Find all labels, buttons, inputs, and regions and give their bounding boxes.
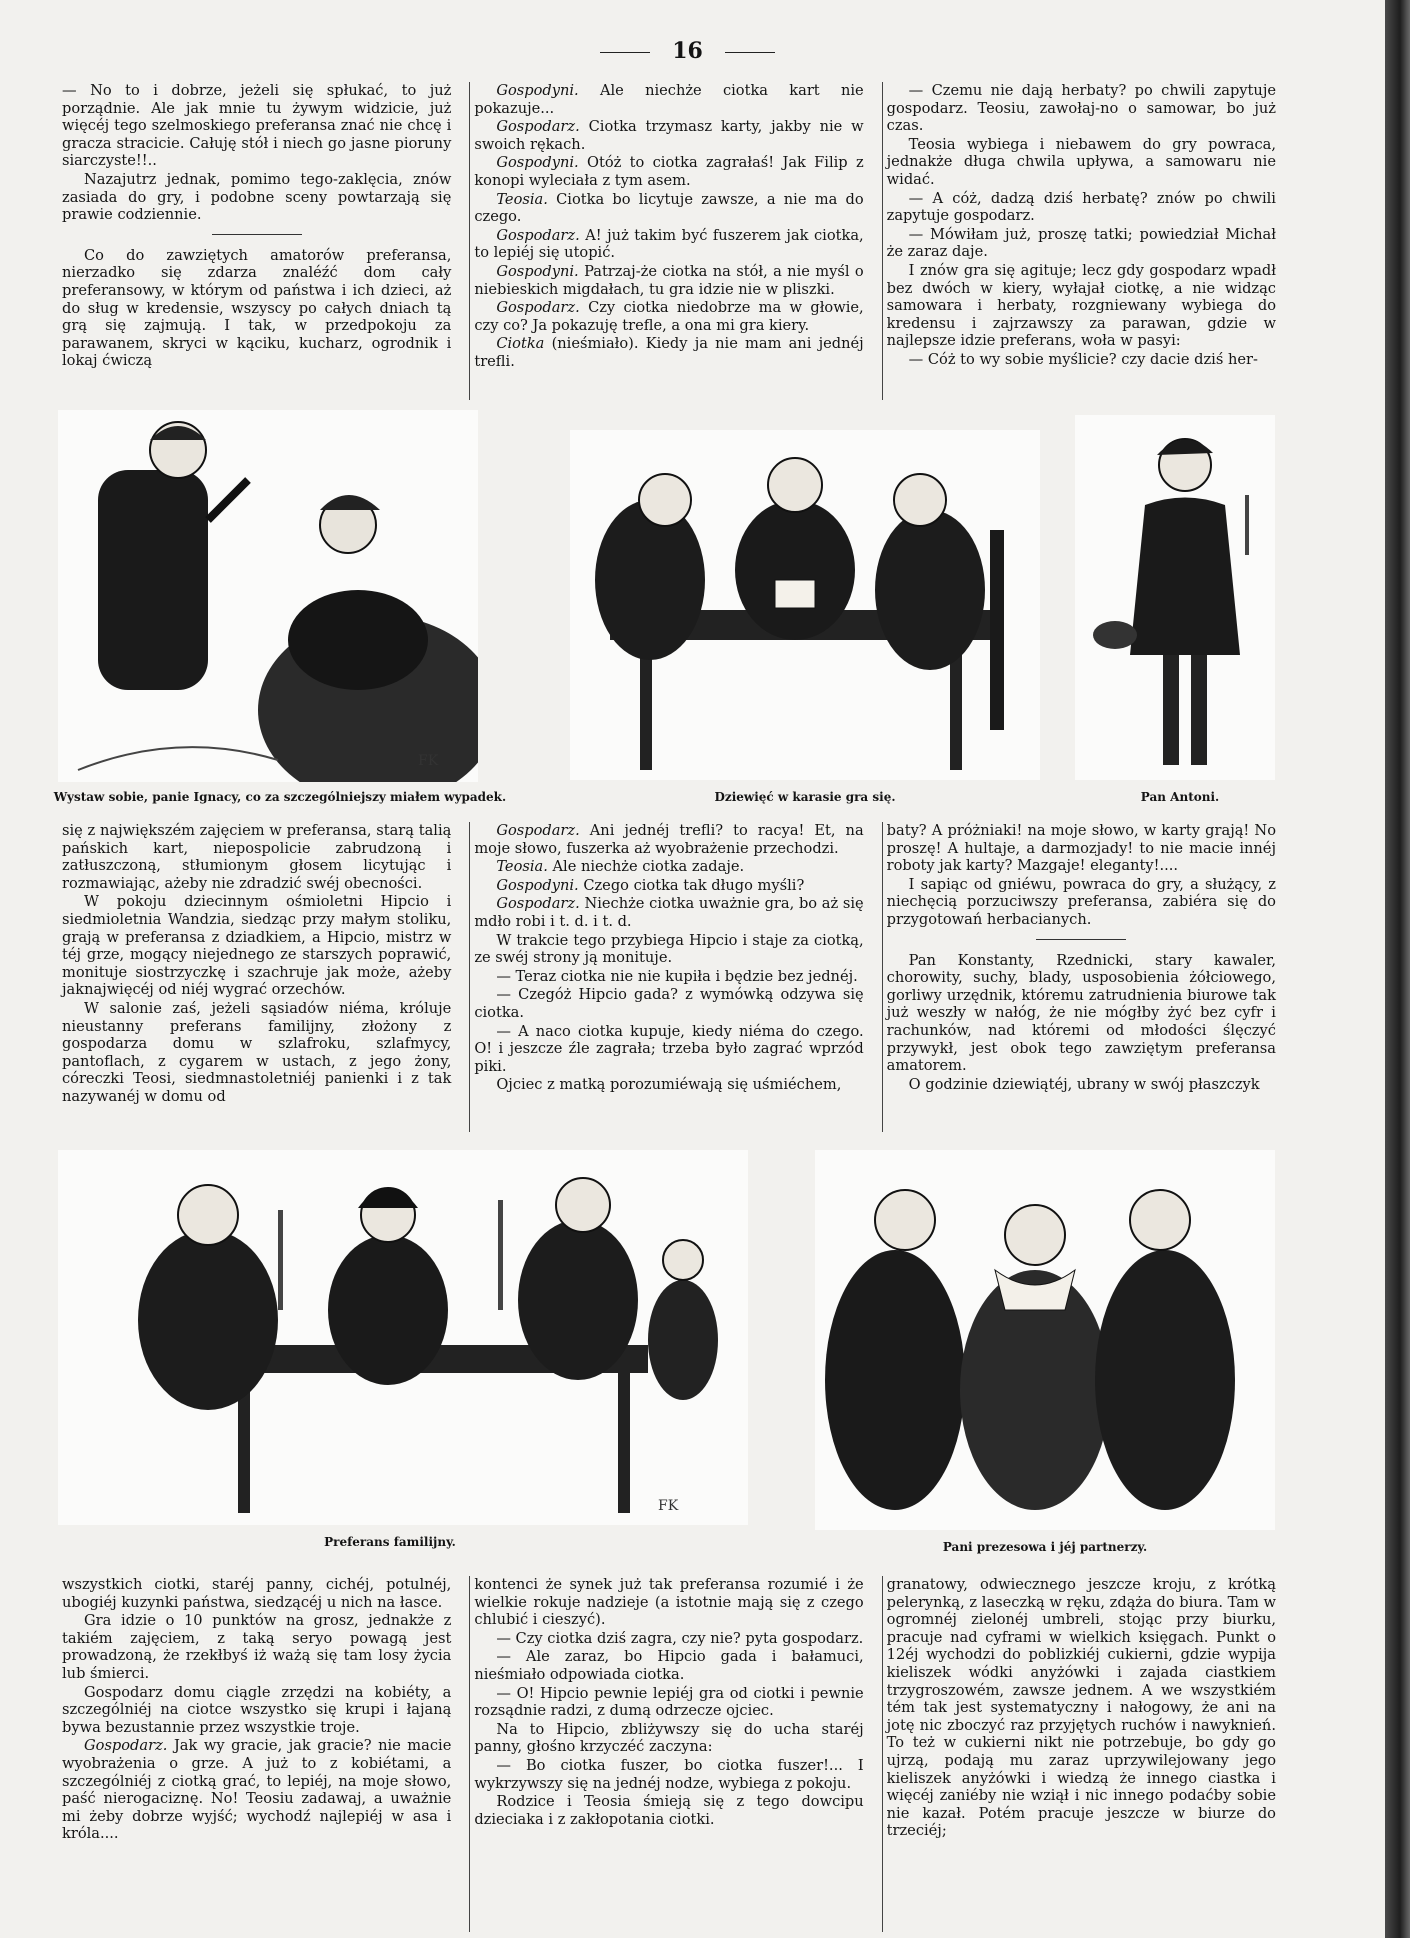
section-divider (1036, 939, 1126, 940)
top-column-3 (882, 82, 1280, 400)
line-text: Ale niechże ciotka zadaje. (552, 858, 745, 876)
paragraph: — No to i dobrze, jeżeli się spłukać, to już porządnie. Ale jak mnie tu żywym widzicie, już więcéj tego szelmoskiego preferansa znać nie chcę i gracza stracicie. Całuję stół i niech go jasne pioruny siarczyste!!.. (62, 82, 452, 170)
paragraph: kontenci że synek już tak preferansa rozumié i że wielkie rokuje nadzieje (a istotnie mają się z czego chlubić i cieszyć). (474, 1576, 864, 1629)
book-binding-edge (1385, 0, 1410, 1938)
dialogue-line (474, 335, 863, 370)
dialogue-line (474, 191, 863, 226)
dialogue-line (62, 1737, 451, 1843)
speaker: Gospodarz. (496, 226, 580, 244)
paragraph: Pan Konstanty, Rzednicki, stary kawaler, chorowity, suchy, blady, usposobienia żółciowego, gorliwy urzędnik, któremu zatrudnienia biurowe tak już weszły w nałóg, że nie mógłby żyć bez cyfr i rachunków, nad któremi od młodości ślęczyć przywykł, jest obok tego zawziętym preferansa amatorem. (886, 951, 1276, 1075)
top-column-1 (58, 82, 455, 400)
caption: Pani prezesowa i jéj partnerzy. (942, 1540, 1148, 1554)
paragraph: Na to Hipcio, zbliżywszy się do ucha staréj panny, głośno krzyczéć zaczyna: (474, 1720, 864, 1756)
engraving-two-men (58, 410, 478, 782)
engraving-pan-antoni (1075, 415, 1275, 780)
dialogue-line (474, 263, 863, 298)
dialogue-line (474, 877, 863, 895)
paragraph: granatowy, odwiecznego jeszcze kroju, z krótką pelerynką, z laseczką w ręku, zdąża do biura. Tam w ogromnéj zielonéj umbreli, stojąc przy biurku, pracuje nad cyframi w wielkich księgach. Punkt o 12éj wychodzi do poblizkiéj cukierni, gdzie wypija kieliszek wódki anyżówki i zajada ciastkiem trzygroszowém, zawsze jednem. A we wszystkiém tém tak jest systematyczny i nałogowy, że ani na jotę nic zboczyć raz przyjętych ruchów i nawyknień. To też w cukierni nikt nie potrzebuje, bo gdy go ujrzą, podają mu zaraz uprzywilejowany jego kieliszek anyżówki i wiedzą że innego ciastka i więcéj zaniéby nie wziął i nic innego podaćby sobie nie kazał. Potém pracuje jeszcze w biurze do trzeciéj; (886, 1576, 1276, 1840)
paragraph: W salonie zaś, jeżeli sąsiadów niéma, króluje nieustanny preferans familijny, złożony z gospodarza domu w szlafroku, szlafmycy, pantoflach, z cygarem w ustach, z jego żony, córeczki Teosi, siedmnastoletniéj panienki i z tak nazywanéj w domu od (62, 999, 452, 1105)
line-text: Niechże ciotka uważnie gra, bo aż się mdło robi i t. d. i t. d. (474, 895, 864, 930)
engraving-three-figures (815, 1150, 1275, 1530)
paragraph: Co do zawziętych amatorów preferansa, nierzadko się zdarza znaléźć dom cały preferansowy, w którym od państwa i ich dzieci, aż do sług w kredensie, wszyscy po całych dniach tą grą się zajmują. I tak, w przedpokoju za parawanem, skryci w kąciku, kucharz, ogrodnik i lokaj ćwiczą (62, 246, 452, 370)
section-divider (212, 234, 302, 235)
paragraph: Nazajutrz jednak, pomimo tego-zaklęcia, znów zasiada do gry, i podobne sceny powtarzają się prawie codziennie. (62, 170, 452, 224)
speaker: Gospodyni. (496, 876, 579, 894)
paragraph: — A naco ciotka kupuje, kiedy niéma do czego. O! i jeszcze źle zagrała; trzeba było zagrać wprzód piki. (474, 1022, 864, 1075)
artist-signature: FK (418, 753, 439, 769)
paragraph: — A cóż, dadzą dziś herbatę? znów po chwili zapytuje gospodarz. (886, 189, 1276, 225)
paragraph: W pokoju dziecinnym ośmioletni Hipcio i siedmioletnia Wandzia, siedząc przy małym stoliku, grają w preferansa z dziadkiem, a Hipcio, mistrz w téj grze, mogący niejednego ze starszych poprawić, monituje siostrzyczkę i szachruje jak może, ażeby jaknajwięcéj od niéj wygrać orzechów. (62, 893, 452, 999)
middle-column-2 (469, 822, 867, 1132)
line-text: Ani jednéj trefli? to racya! Et, na moje słowo, fuszerka aż wyobrażenie przechodzi. (474, 822, 864, 857)
middle-text-band (58, 822, 1280, 1132)
paragraph: — Czemu nie dają herbaty? po chwili zapytuje gospodarz. Teosiu, zawołaj-no o samowar, bo już czas. (886, 82, 1276, 135)
paragraph: Teosia wybiega i niebawem do gry powraca, jednakże długa chwila upływa, a samowaru nie widać. (886, 135, 1276, 188)
paragraph: się z największém zajęciem w preferansa, starą talią pańskich kart, niepospolicie zabrudzoną i zatłuszczoną, stłumionym głosem licytując i rozmawiając, ażeby nie zdradzić swéj obecności. (62, 822, 452, 892)
dialogue-line (474, 858, 863, 876)
line-text: Otóż to ciotka zagrałaś! Jak Filip z konopi wyleciała z tym asem. (474, 154, 864, 189)
speaker: Gospodarz. (496, 299, 580, 317)
speaker: Teosia. (496, 858, 548, 876)
line-text: Ciotka bo licytuje zawsze, a nie ma do czego. (474, 190, 864, 226)
illustration-pan-antoni (1075, 415, 1275, 780)
paragraph: — Czegóż Hipcio gada? z wymówką odzywa się ciotka. (474, 986, 864, 1021)
dialogue-line (474, 227, 863, 262)
paragraph: W trakcie tego przybiega Hipcio i staje za ciotką, ze swéj strony ją monituje. (474, 931, 864, 967)
middle-column-1 (58, 822, 455, 1132)
line-text: Czy ciotka niedobrze ma w głowie, czy co? Ja pokazuję trefle, a ona mi gra kiery. (474, 299, 864, 334)
paragraph: — Teraz ciotka nie nie kupiła i będzie bez jednéj. (496, 967, 858, 985)
bottom-text-band (58, 1576, 1280, 1932)
speaker: Gospodyni. (496, 154, 579, 172)
paragraph: — Cóż to wy sobie myślicie? czy dacie dziś her- (908, 350, 1258, 368)
line-text: Ale niechże ciotka kart nie pokazuje... (474, 82, 864, 117)
line-text: A! już takim być fuszerem jak ciotka, to lepiéj się utopić. (474, 226, 864, 262)
speaker: Gospodarz. (496, 822, 580, 839)
speaker: Gospodarz. (496, 895, 580, 913)
dialogue-line (474, 118, 863, 153)
speaker: Ciotka (496, 335, 545, 353)
line-text: Ciotka trzymasz karty, jakby nie w swoich rękach. (474, 118, 864, 153)
paragraph: I sapiąc od gniéwu, powraca do gry, a służący, z niechęcią porzuciwszy preferansa, zabiéra się do przygotowań herbacianych. (886, 875, 1276, 928)
artist-signature: FK (658, 1498, 679, 1514)
bottom-column-3 (882, 1576, 1280, 1932)
paragraph: — Ale zaraz, bo Hipcio gada i bałamuci, nieśmiało odpowiada ciotka. (474, 1648, 864, 1683)
engraving-three-players (570, 430, 1040, 780)
dialogue-line (474, 154, 863, 189)
illustration-family-preferans (58, 1150, 748, 1525)
engraving-family-at-table (58, 1150, 748, 1525)
top-text-band (58, 82, 1280, 400)
paragraph: wszystkich ciotki, staréj panny, cichéj, potulnéj, ubogiéj kuzynki państwa, siedzącéj u nich na łasce. (62, 1576, 452, 1611)
illustration-card-game (570, 430, 1040, 780)
line-text: Patrzaj-że ciotka na stół, a nie myśl o niebieskich migdałach, tu gra idzie nie w pliszki. (474, 262, 864, 298)
line-text: Czego ciotka tak długo myśli? (583, 876, 805, 894)
bottom-column-2 (469, 1576, 867, 1932)
paragraph: — O! Hipcio pewnie lepiéj gra od ciotki i pewnie rozsądnie radzi, z dumą odrzecze ojciec. (474, 1684, 864, 1720)
dialogue-line (474, 82, 863, 117)
speaker: Gospodyni. (496, 262, 579, 280)
paragraph: O godzinie dziewiątéj, ubrany w swój płaszczyk (908, 1075, 1260, 1093)
line-text: Jak wy gracie, jak gracie? nie macie wyobrażenia o grze. A już to z kobiétami, a szczególniéj z ciotką grać, to lepiéj, na moje słowo, paść nierogaciznę. No! Teosiu zadawaj, a uważnie mi żeby dobrze wyjść; wychodź najlepiéj w asa i króla.... (62, 1737, 452, 1843)
speaker: Teosia. (496, 190, 548, 208)
bottom-column-1 (58, 1576, 455, 1932)
caption: Wystaw sobie, panie Ignacy, co za szczególniejszy miałem wypadek. (53, 790, 507, 804)
paragraph: baty? A próżniaki! na moje słowo, w karty grają! No proszę! A hultaje, a darmozjady! to nie macie innéj roboty jak karty? Mazgaje! eleganty!.... (886, 822, 1276, 875)
paragraph: — Bo ciotka fuszer, bo ciotka fuszer!... I wykrzywszy się na jednéj nodze, wybiega z pokoju. (474, 1756, 864, 1792)
paragraph: Gospodarz domu ciągle zrzędzi na kobiéty, a szczególniéj na ciotce wszystko się krupi i łajaną bywa bezustannie przez wszystkie troje. (62, 1683, 452, 1736)
dialogue-line (474, 895, 863, 930)
speaker: Gospodarz. (496, 118, 580, 136)
page-number: 16 (600, 38, 775, 64)
speaker: Gospodarz. (84, 1737, 168, 1755)
paragraph: Ojciec z matką porozumiéwają się uśmiéchem, (496, 1076, 842, 1094)
paragraph: Rodzice i Teosia śmieją się z tego dowcipu dzieciaka i z zakłopotania ciotki. (474, 1793, 864, 1828)
dialogue-line (474, 822, 863, 857)
speaker: Gospodyni. (496, 82, 579, 99)
illustration-two-men-talking (58, 410, 478, 782)
caption: Preferans familijny. (324, 1535, 456, 1549)
caption: Pan Antoni. (1140, 790, 1220, 804)
line-text: (nieśmiało). Kiedy ja nie mam ani jednéj trefli. (474, 335, 864, 370)
paragraph: I znów gra się agituje; lecz gdy gospodarz wpadł bez dwóch w kiery, wyłajał ciotkę, a nie widząc samowara i herbaty, rozgniewany wybiega do kredensu i zajrzawszy za parawan, gdzie w najlepsze idzie preferans, woła w pasyi: (886, 261, 1276, 350)
middle-column-3 (882, 822, 1280, 1132)
paragraph: — Czy ciotka dziś zagra, czy nie? pyta gospodarz. (496, 1629, 864, 1647)
caption: Dziewięć w karasie gra się. (714, 790, 896, 804)
top-column-2 (469, 82, 867, 400)
dialogue-line (474, 299, 863, 334)
paragraph: Gra idzie o 10 punktów na grosz, jednakże z takiém zajęciem, z taką seryo powagą jest prowadzoną, że rzekłbyś iż ważą się tam losy życia lub śmierci. (62, 1612, 452, 1682)
illustration-pani-prezesowa (815, 1150, 1275, 1530)
paragraph: — Mówiłam już, proszę tatki; powiedział Michał że zaraz daje. (886, 225, 1276, 261)
